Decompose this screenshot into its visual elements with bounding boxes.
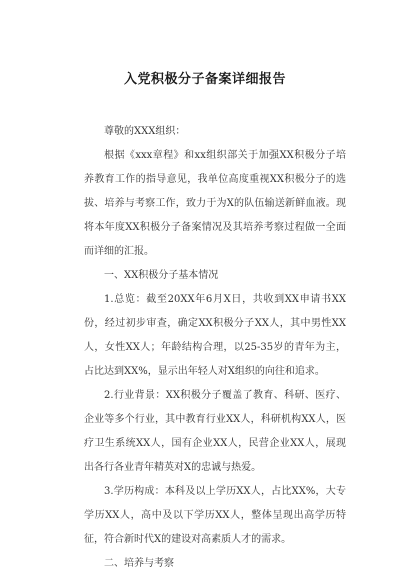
document-body	[84, 120, 346, 576]
section-heading-basic-info: 一、XX积极分子基本情况	[104, 270, 219, 281]
document-title: 入党积极分子备案详细报告	[123, 72, 286, 87]
intro-paragraph: 根据《xxx章程》和xx组织部关于加强XX积极分子培养教育工作的指导意见，我单位高度重视XX积极分子的选拔、培养与考察工作，致力于为X的队伍输送新鲜血液。现将本年度XX积极分子备案情况及其培养考察过程做一全面而详细的汇报。	[84, 150, 346, 257]
industry-paragraph: 2.行业背景：XX积极分子覆盖了教育、科研、医疗、企业等多个行业，其中教育行业XX人，科研机构XX人，医疗卫生系统XX人，国有企业XX人，民营企业XX人，展现出各行各业青年精英对X的忠诚与热爱。	[84, 390, 346, 473]
overview-paragraph: 1.总览：截至20XX年6月X日，共收到XX申请书XX份，经过初步审查，确定XX积极分子XX人，其中男性XX人，女性XX人；年龄结构合理，以25-35岁的青年为主，占比达到XX%，显示出年轻人对X组织的向往和追求。	[84, 294, 346, 377]
education-paragraph: 3.学历构成：本科及以上学历XX人，占比XX%，大专学历XX人，高中及以下学历XX人，整体呈现出高学历特征，符合新时代X的建设对高素质人才的需求。	[84, 486, 346, 545]
salutation: 尊敬的XXX组织：	[104, 126, 186, 137]
section-heading-training: 二、培养与考察	[104, 558, 174, 569]
